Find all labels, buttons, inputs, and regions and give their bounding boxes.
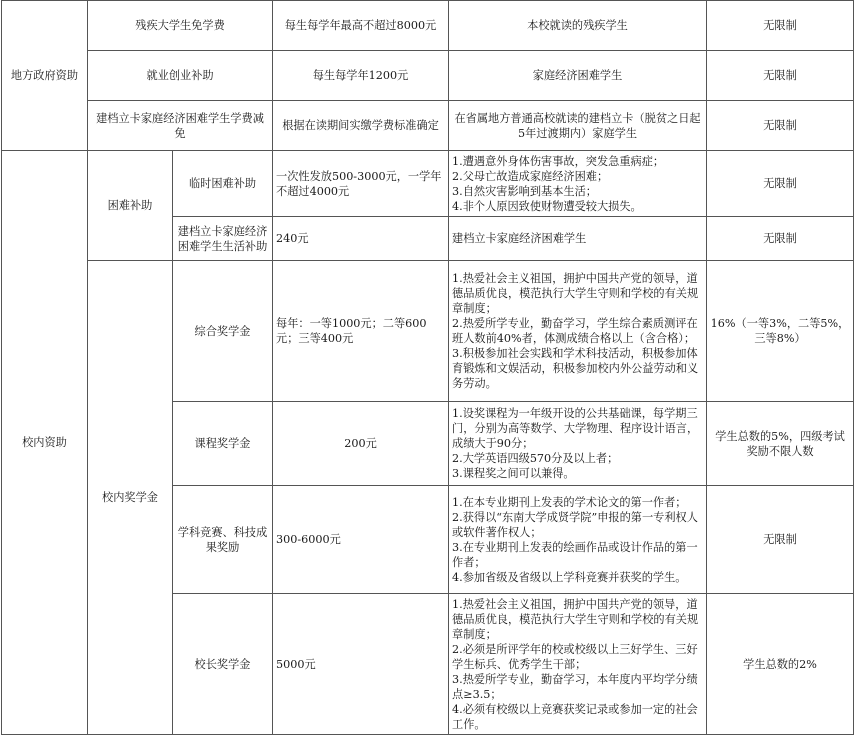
- condition-line: 2.获得以“东南大学成贤学院”申报的第一专利权人或软件著作权人；: [452, 510, 698, 539]
- item-name: 建档立卡家庭经济困难学生生活补助: [173, 217, 273, 261]
- quota: 16%（一等3%，二等5%，三等8%）: [707, 261, 854, 402]
- item-name: 建档立卡家庭经济困难学生学费减免: [88, 101, 273, 151]
- item-name: 学科竞赛、科技成果奖励: [173, 486, 273, 594]
- quota: 学生总数的2%: [707, 594, 854, 735]
- condition-line: 1.遭遇意外身体伤害事故，突发急重病症；: [452, 154, 665, 168]
- condition-line: 2.必须是所评学年的校或校级以上三好学生、三好学生标兵、优秀学生干部；: [452, 642, 698, 671]
- item-name: 综合奖学金: [173, 261, 273, 402]
- category-local-gov: 地方政府资助: [2, 1, 88, 151]
- table-row: [2, 261, 854, 402]
- condition-line: 4.必须有校级以上竞赛获奖记录或参加一定的社会工作。: [452, 702, 698, 731]
- subcategory-scholarship: 校内奖学金: [88, 261, 173, 735]
- amount: 每年：一等1000元；二等600元；三等400元: [273, 261, 449, 402]
- condition-list: [449, 261, 707, 402]
- condition-line: 2.热爱所学专业，勤奋学习，学生综合素质测评在班人数前40%者，体测成绩合格以上（含合格）；: [452, 317, 698, 345]
- table-row: [2, 151, 854, 217]
- amount: 每生每学年最高不超过8000元: [273, 1, 449, 51]
- item-name: 校长奖学金: [173, 594, 273, 735]
- condition-line: 3.在专业期刊上发表的绘画作品或设计作品的第一作者；: [452, 540, 698, 569]
- quota: 无限制: [707, 151, 854, 217]
- quota: 无限制: [707, 1, 854, 51]
- amount: 5000元: [273, 594, 449, 735]
- condition-line: 4.参加省级及省级以上学科竞赛并获奖的学生。: [452, 570, 687, 584]
- table-row: [2, 1, 854, 51]
- quota: 无限制: [707, 101, 854, 151]
- condition-line: 1.热爱社会主义祖国，拥护中国共产党的领导，道德品质优良，模范执行大学生守则和学校的有关规章制度；: [452, 597, 699, 641]
- condition-line: 3.热爱所学专业，勤奋学习，本年度内平均学分绩点≥3.5；: [452, 672, 698, 701]
- table-row: [2, 101, 854, 151]
- condition-line: 3.自然灾害影响到基本生活；: [452, 184, 597, 198]
- financial-aid-table: [1, 0, 854, 735]
- condition: 本校就读的残疾学生: [449, 1, 707, 51]
- amount: 一次性发放500-3000元，一学年不超过4000元: [273, 151, 449, 217]
- condition-line: 2.大学英语四级570分及以上者；: [452, 452, 619, 465]
- quota: 无限制: [707, 217, 854, 261]
- quota: 无限制: [707, 51, 854, 101]
- condition-line: 1.设奖课程为一年级开设的公共基础课，每学期三门，分别为高等数学、大学物理、程序设计语言，成绩大于90分；: [452, 407, 699, 450]
- condition-line: 3.课程奖之间可以兼得。: [452, 467, 575, 480]
- item-name: 残疾大学生免学费: [88, 1, 273, 51]
- table-row: [2, 51, 854, 101]
- quota: 无限制: [707, 486, 854, 594]
- item-name: 临时困难补助: [173, 151, 273, 217]
- subcategory-hardship: 困难补助: [88, 151, 173, 261]
- condition-list: [449, 402, 707, 486]
- condition-list: [449, 486, 707, 594]
- condition-list: [449, 151, 707, 217]
- amount: 200元: [273, 402, 449, 486]
- quota: 学生总数的5%，四级考试奖励不限人数: [707, 402, 854, 486]
- condition: 建档立卡家庭经济困难学生: [449, 217, 707, 261]
- category-campus: 校内资助: [2, 151, 88, 735]
- condition: 在省属地方普通高校就读的建档立卡（脱贫之日起5年过渡期内）家庭学生: [449, 101, 707, 151]
- item-name: 就业创业补助: [88, 51, 273, 101]
- condition-list: [449, 594, 707, 735]
- condition-line: 4.非个人原因致使财物遭受较大损失。: [452, 199, 642, 213]
- condition-line: 2.父母亡故造成家庭经济困难；: [452, 169, 609, 183]
- condition-line: 1.在本专业期刊上发表的学术论文的第一作者；: [452, 495, 687, 509]
- condition-line: 3.积极参加社会实践和学术科技活动，积极参加体育锻炼和文娱活动，积极参加校内外公益劳动和义务劳动。: [452, 347, 699, 390]
- amount: 240元: [273, 217, 449, 261]
- condition-line: 1.热爱社会主义祖国，拥护中国共产党的领导，道德品质优良，模范执行大学生守则和学校的有关规章制度；: [452, 272, 699, 315]
- amount: 根据在读期间实缴学费标准确定: [273, 101, 449, 151]
- item-name: 课程奖学金: [173, 402, 273, 486]
- amount: 每生每学年1200元: [273, 51, 449, 101]
- amount: 300-6000元: [273, 486, 449, 594]
- condition: 家庭经济困难学生: [449, 51, 707, 101]
